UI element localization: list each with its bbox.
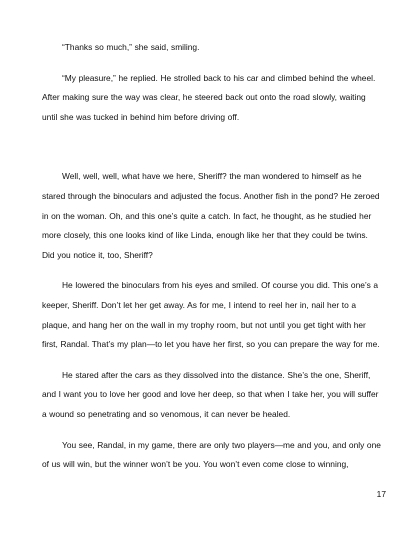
paragraph: You see, Randal, in my game, there are only two players—me and you, and only one of us will win, but the winner won’t be you. You won’t even come close to winning, xyxy=(42,439,381,470)
paragraph-spacing xyxy=(42,355,382,366)
body-text xyxy=(42,38,382,475)
paragraph: “My pleasure,” he replied. He strolled back to his car and climbed behind the wheel. After making sure the way was clear, he steered back out onto the road slowly, waiting until she was tucked in behind him before driving off. xyxy=(42,72,376,122)
paragraph-spacing xyxy=(42,265,382,276)
paragraph: “Thanks so much,” she said, smiling. xyxy=(62,42,200,52)
paragraph-spacing xyxy=(42,58,382,69)
paragraph: He stared after the cars as they dissolved into the distance. She’s the one, Sheriff, and I want you to love her good and love her deep, so that when I take her, you will suffer a wound so penetrating and so venomous, it can never be healed. xyxy=(42,369,379,419)
paragraph: Well, well, well, what have we here, Sheriff? the man wondered to himself as he stared through the binoculars and adjusted the focus. Another fish in the pond? He zeroed in on the woman. Oh, and this one’s quite a catch. In fact, he thought, as he studied her more closely, this one looks kind of like Linda, enough like her that they could be twins. Did you notice it, too, Sheriff? xyxy=(42,171,380,260)
scene-break xyxy=(42,127,382,167)
paragraph: He lowered the binoculars from his eyes and smiled. Of course you did. This one’s a keeper, Sheriff. Don’t let her get away. As for me, I intend to reel her in, nail her to a plaque, and hang her on the wall in my trophy room, but not until you get tight with her first, Randal. That’s my plan—to let you have her first, so you can prepare the way for me. xyxy=(42,280,380,350)
page-number: 17 xyxy=(376,489,386,499)
paragraph-spacing xyxy=(42,425,382,436)
